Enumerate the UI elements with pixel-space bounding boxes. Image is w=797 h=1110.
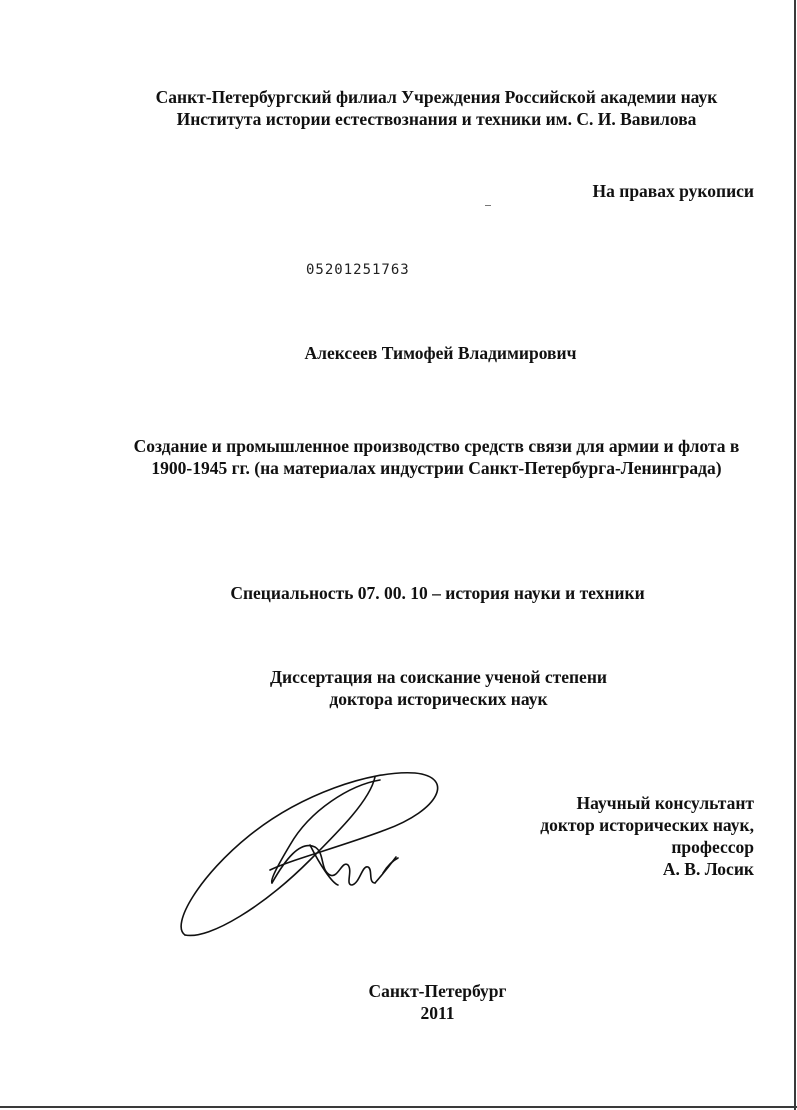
catalog-number: 05201251763 [306, 262, 410, 278]
footer-city: Санкт-Петербург [368, 981, 507, 1001]
consultant-role: Научный консультант [576, 793, 754, 813]
institution-line-1: Санкт-Петербургский филиал Учреждения Российской академии наук [155, 87, 718, 107]
scan-edge-bottom [0, 1106, 797, 1108]
specialty: Специальность 07. 00. 10 – история науки и техники [230, 583, 645, 603]
consultant-degree: доктор исторических наук, [540, 815, 754, 835]
scan-speck [485, 205, 491, 206]
consultant-rank: профессор [671, 837, 754, 857]
title-line-1: Создание и промышленное производство средств связи для армии и флота в [133, 436, 740, 456]
footer-year: 2011 [420, 1003, 455, 1023]
author-name: Алексеев Тимофей Владимирович [304, 343, 577, 363]
handwritten-signature [170, 765, 460, 950]
dissertation-line-1: Диссертация на соискание ученой степени [270, 667, 607, 687]
dissertation-line-2: доктора исторических наук [329, 689, 548, 709]
consultant-name: А. В. Лосик [662, 859, 754, 879]
title-line-2: 1900-1945 гг. (на материалах индустрии Санкт-Петербурга-Ленинграда) [151, 458, 722, 478]
rights-notice: На правах рукописи [592, 181, 754, 201]
institution-line-2: Института истории естествознания и техники им. С. И. Вавилова [176, 109, 697, 129]
scan-edge-right [794, 0, 796, 1110]
